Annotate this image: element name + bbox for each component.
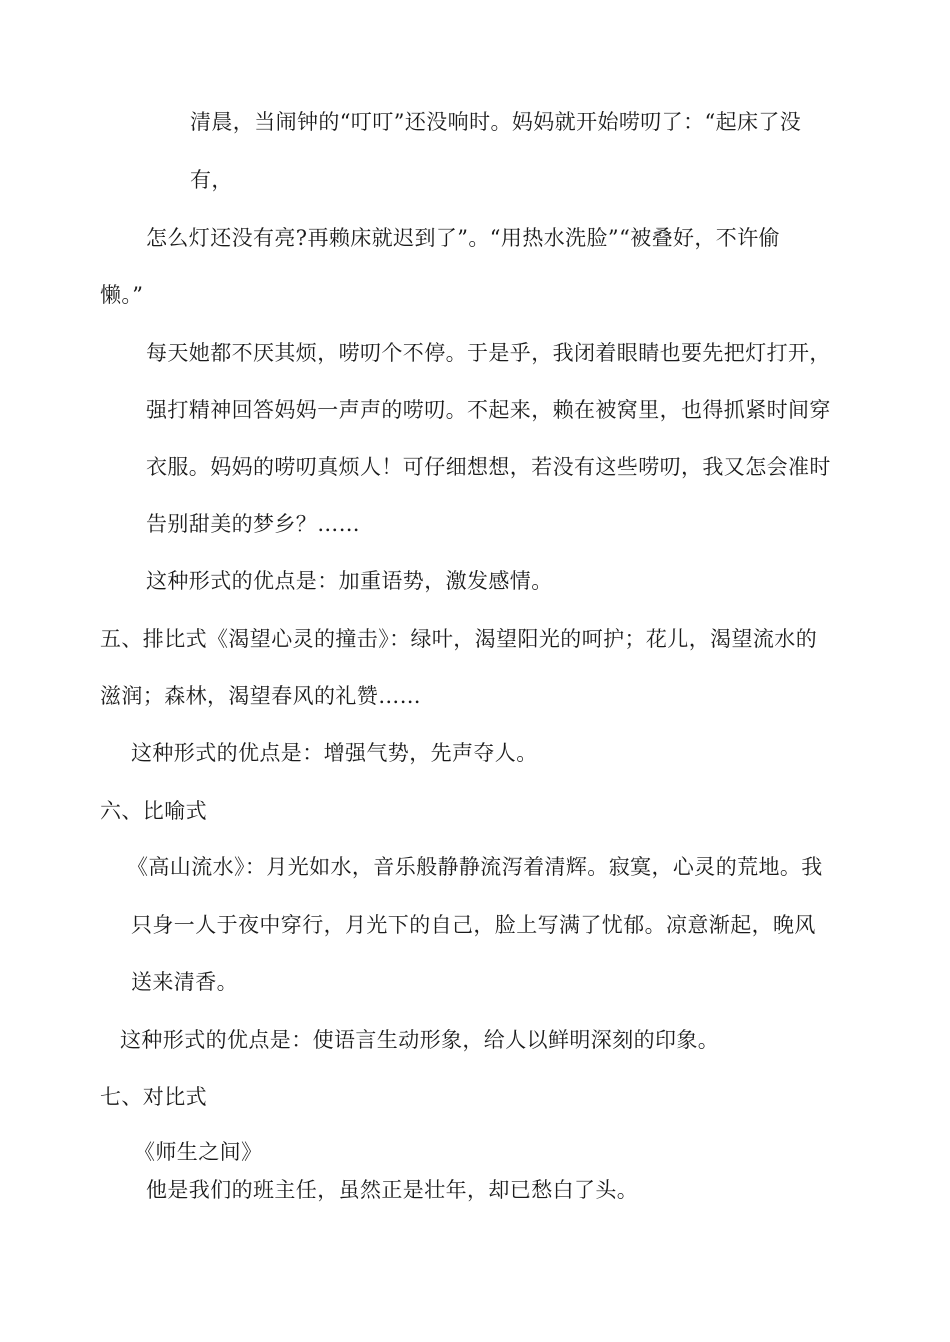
paragraph-line: 这种形式的优点是：使语言生动形象，给人以鲜明深刻的印象。 — [120, 1028, 720, 1052]
paragraph-line: 这种形式的优点是：加重语势，激发感情。 — [146, 569, 553, 593]
paragraph-line: 每天她都不厌其烦，唠叨个不停。于是乎，我闭着眼睛也要先把灯打开， — [146, 341, 831, 365]
paragraph-line: 有， — [190, 168, 233, 192]
paragraph-line: 只身一人于夜中穿行，月光下的自己，脸上写满了忧郁。凉意渐起，晚风 — [131, 913, 816, 937]
paragraph-line: 这种形式的优点是：增强气势，先声夺人。 — [131, 741, 538, 765]
paragraph-line: 送来清香。 — [131, 970, 238, 994]
paragraph-line: 《师生之间》 — [134, 1140, 263, 1164]
paragraph-line: 《高山流水》：月光如水，音乐般静静流泻着清辉。寂寞，心灵的荒地。我 — [127, 855, 823, 879]
paragraph-line: 懒。” — [100, 283, 144, 307]
paragraph-line: 他是我们的班主任，虽然正是壮年，却已愁白了头。 — [146, 1178, 639, 1202]
section-heading: 七、对比式 — [100, 1085, 207, 1109]
paragraph-line: 强打精神回答妈妈一声声的唠叨。不起来，赖在被窝里，也得抓紧时间穿 — [146, 398, 831, 422]
paragraph-line: 衣服。妈妈的唠叨真烦人！可仔细想想，若没有这些唠叨，我又怎会准时 — [146, 455, 831, 479]
paragraph-line: 滋润；森林，渴望春风的礼赞…… — [100, 684, 421, 708]
paragraph-line: 告别甜美的梦乡？…… — [146, 512, 360, 536]
section-heading: 六、比喻式 — [100, 799, 207, 823]
paragraph-line: 怎么灯还没有亮?再赖床就迟到了”。“用热水洗脸”“被叠好，不许偷 — [146, 226, 780, 250]
section-heading: 五、排比式《渴望心灵的撞击》：绿叶，渴望阳光的呵护；花儿，渴望流水的 — [100, 627, 818, 651]
paragraph-line: 清晨，当闹钟的“叮叮”还没响时。妈妈就开始唠叨了：“起床了没 — [190, 110, 802, 134]
